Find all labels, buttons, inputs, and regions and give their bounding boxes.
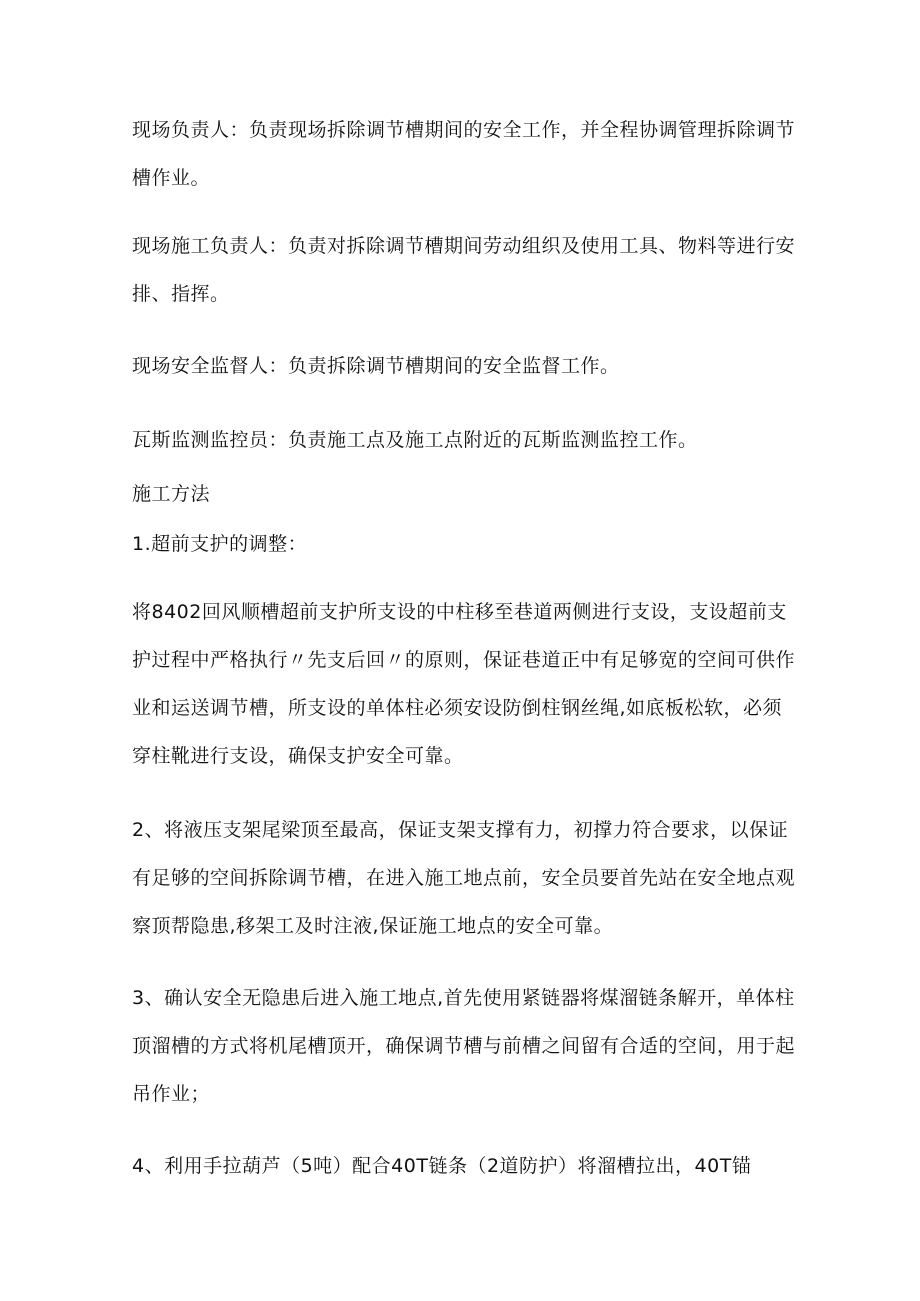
paragraph-step-4: 4、利用手拉葫芦（5吨）配合40T链条（2道防护）将溜槽拉出，40T锚 [132,1155,752,1177]
paragraph-site-leader: 现场负责人：负责现场拆除调节槽期间的安全工作，并全程协调管理拆除调节槽作业。 [132,119,796,189]
paragraph-safety-supervisor: 现场安全监督人：负责拆除调节槽期间的安全监督工作。 [132,355,620,377]
paragraph-gas-monitor: 瓦斯监测监控员：负责施工点及施工点附近的瓦斯监测监控工作。 [132,429,698,451]
section-heading-construction-method: 施工方法 [132,483,211,505]
paragraph-construction-leader: 现场施工负责人：负责对拆除调节槽期间劳动组织及使用工具、物料等进行安排、指挥。 [132,235,796,305]
subheading-advance-support: 1.超前支护的调整： [132,533,308,555]
paragraph-step-3: 3、确认安全无隐患后进入施工地点,首先使用紧链器将煤溜链条解开，单体柱顶溜槽的方式将机尾槽顶开，确保调节槽与前槽之间留有合适的空间，用于起吊作业； [132,987,796,1105]
paragraph-step-1: 将8402回风顺槽超前支护所支设的中柱移至巷道两侧进行支设，支设超前支护过程中严格执行〃先支后回〃的原则，保证巷道正中有足够宽的空间可供作业和运送调节槽，所支设的单体柱必须安设防倒柱钢丝绳,如底板松软，必须穿柱靴进行支设，确保支护安全可靠。 [132,601,796,767]
paragraph-step-2: 2、将液压支架尾梁顶至最高，保证支架支撑有力，初撑力符合要求，以保证有足够的空间拆除调节槽，在进入施工地点前，安全员要首先站在安全地点观察顶帮隐患,移架工及时注液,保证施工地点的安全可靠。 [132,819,796,937]
